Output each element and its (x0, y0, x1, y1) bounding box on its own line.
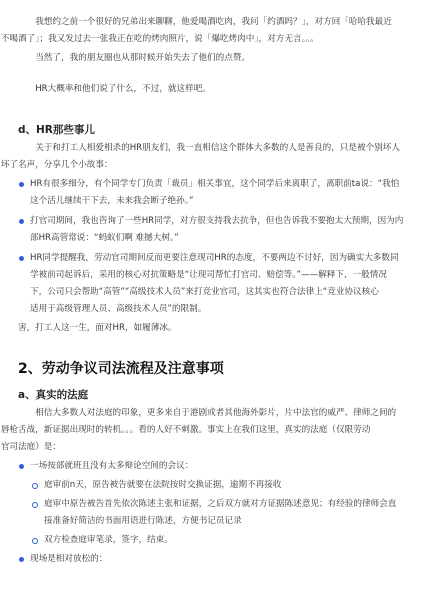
list-item (18, 532, 414, 549)
bullet-dot-icon (19, 256, 24, 261)
text-line: 我想约之前一个很好的兄弟出来聊聊，他爱喝酒吃肉，我问「约酒吗？」，对方回「哈哈我最近 (35, 17, 392, 27)
subsection-heading-a: a、真实的法庭 (18, 389, 89, 401)
bullet-dot-icon (19, 464, 24, 469)
text-line: 这个活儿继续干下去，未来我会断子绝孙。” (30, 196, 194, 206)
paragraph: HR大概率和他们说了什么，不过，就这样吧。 (35, 84, 211, 94)
text-line: HR有很多细分，有个同学专门负责「裁员」相关事宜，这个同学后来离职了，离职前ta说：“我怕 (30, 179, 400, 189)
bullet-circle-icon (32, 538, 38, 544)
bullet-dot-icon (19, 182, 24, 187)
text-line: 一场按部就班且没有太多辩论空间的会议： (30, 461, 194, 471)
text-line: HR同学提醒我，劳动官司期间反而更要注意现司HR的态度，不要两边不讨好，因为确实大多数同 (30, 253, 399, 263)
list-item (18, 496, 414, 530)
text-line: 适用于高级管理人员、高级技术人员”的限制。 (30, 304, 207, 314)
text-line: 官司法庭）是： (0, 442, 61, 452)
bullet-list (18, 458, 414, 475)
text-line: 庭审前n天，原告被告就要在法院按时交换证据，逾期不再接收 (44, 480, 282, 490)
section-heading-d: d、HR那些事儿 (18, 124, 95, 136)
bullet-list (18, 551, 414, 568)
sub-bullet-list (18, 477, 414, 549)
list-item (18, 213, 414, 247)
paragraph: 害，打工人这一生，面对HR，如履薄冰。 (18, 323, 177, 333)
bullet-list (18, 176, 414, 318)
text-line: 打官司期间，我也咨询了一些HR同学，对方很支持我去抗争，但也告诉我不要抱太大预期，因为内 (30, 216, 404, 226)
text-line: 坏了名声，分享几个小故事： (0, 160, 113, 170)
text-line: 庭审中原告被告首先依次陈述主张和证据，之后双方就对方证据陈述意见；有经验的律师会直 (44, 499, 397, 509)
section-heading-2: 2、劳动争议司法流程及注意事项 (18, 361, 224, 377)
text-line: 不喝酒了」；我又发过去一张我正在吃的烤肉照片，说「爆吃烤肉中」，对方无言。。。 (0, 34, 319, 44)
bullet-dot-icon (19, 557, 24, 562)
list-item (18, 477, 414, 494)
text-line: 双方检查庭审笔录，签字，结束。 (44, 535, 173, 545)
bullet-dot-icon (19, 219, 24, 224)
bullet-circle-icon (32, 502, 38, 508)
list-item (18, 176, 414, 210)
text-line: 学被前司起诉后，采用的核心对抗策略是“让现司帮忙打官司、赔偿等。”——解释下，一般情况 (30, 270, 387, 280)
text-line: 唇枪舌战，新证据出现时的转机。。。看的人好不刺激。事实上在我们这里，真实的法庭（仅限劳动 (0, 425, 371, 435)
paragraph: 当然了，我的朋友圈也从那时候开始失去了他们的点赞。 (35, 53, 251, 63)
list-item (18, 250, 414, 318)
text-line: 相信大多数人对法庭的印象，更多来自于港剧或者其他海外影片，片中法官的威严、律师之间的 (35, 408, 397, 418)
paragraph (0, 405, 414, 456)
text-line: 接准备好简洁的书面用语进行陈述，方便书记员记录 (44, 516, 242, 526)
text-line: 关于和打工人相爱相杀的HR朋友们，我一直相信这个群体大多数的人是善良的，只是被个别坏人 (35, 143, 400, 153)
bullet-circle-icon (32, 483, 38, 489)
list-item (18, 551, 414, 568)
paragraph (0, 14, 414, 48)
text-line: 现场是相对放松的： (30, 554, 108, 564)
text-line: 下，公司只会帮助“高管”“高级技术人员”来打竞业官司，这其实也符合法律上“竞业协议核心 (30, 287, 379, 297)
list-item (18, 458, 414, 475)
paragraph (0, 140, 414, 174)
text-line: 部HR高管常说：“蚂蚁们啊 难撼大树。” (30, 233, 179, 243)
